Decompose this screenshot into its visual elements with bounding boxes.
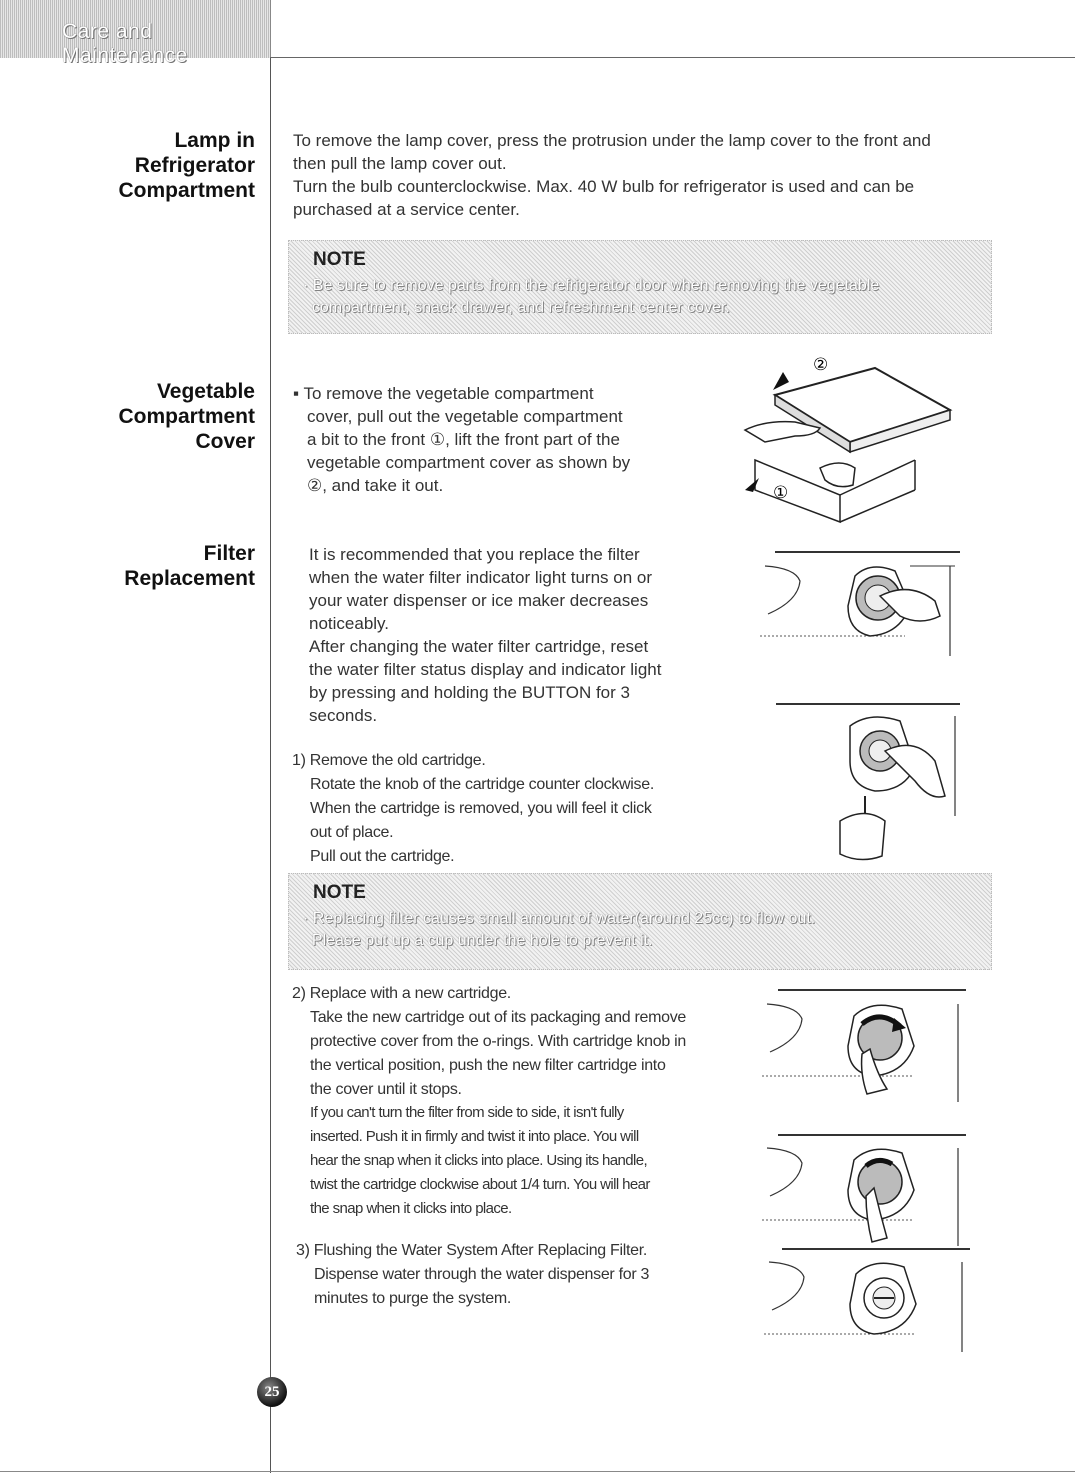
filter-step-3 <box>296 1239 746 1311</box>
vegetable-title-line: Vegetable <box>156 380 255 403</box>
filter-intro-line: It is recommended that you replace the filter <box>309 545 640 564</box>
illustration-rule <box>778 1134 966 1136</box>
filter-intro <box>309 543 739 727</box>
lamp-body <box>293 129 1013 221</box>
filter-title-line: Replacement <box>124 567 255 590</box>
filter-title-line: Filter <box>203 542 255 565</box>
vegetable-compartment-illustration <box>725 350 965 525</box>
lamp-section-title <box>118 128 255 203</box>
vegetable-body-line: a bit to the front ①, lift the front part of the <box>307 430 620 449</box>
filter-intro-line: your water dispenser or ice maker decreases <box>309 591 649 610</box>
filter-intro-line: the water filter status display and indicator light <box>309 660 662 679</box>
filter-knob-illustration-1 <box>760 556 960 666</box>
step-1-line: Pull out the cartridge. <box>310 848 455 865</box>
vegetable-body-line: vegetable compartment cover as shown by <box>307 453 631 472</box>
step-3-line: minutes to purge the system. <box>314 1290 512 1307</box>
lamp-title-line: Lamp in <box>174 129 255 152</box>
step-2-line: the vertical position, push the new filter cartridge into <box>310 1057 666 1074</box>
illustration-rule <box>778 989 966 991</box>
lamp-body-line: purchased at a service center. <box>293 200 520 219</box>
step-1-line: Rotate the knob of the cartridge counter clockwise. <box>310 776 655 793</box>
filter-knob-illustration-4 <box>764 1252 969 1357</box>
step-2-detail-line: inserted. Push it in firmly and twist it into place. You will <box>310 1128 639 1145</box>
note-box-filter <box>288 873 992 970</box>
note-line: · Replacing filter causes small amount of water(around 25cc) to flow out. <box>303 910 816 927</box>
filter-knob-illustration-2 <box>762 994 962 1106</box>
filter-intro-line: when the water filter indicator light turns on or <box>309 568 653 587</box>
bottom-rule <box>0 1471 1075 1472</box>
lamp-title-line: Refrigerator <box>134 154 255 177</box>
filter-step-2-detail <box>310 1101 750 1221</box>
vegetable-body <box>293 382 693 497</box>
header-rule <box>270 57 1075 58</box>
illustration-rule <box>782 1248 970 1250</box>
note-text <box>303 908 983 952</box>
filter-step-1 <box>292 749 732 869</box>
step-2-line: Take the new cartridge out of its packaging and remove <box>310 1009 687 1026</box>
step-2-line: 2) Replace with a new cartridge. <box>292 985 511 1002</box>
vegetable-body-line: ▪ To remove the vegetable compartment <box>293 384 594 403</box>
step-2-detail-line: If you can't turn the filter from side to side, it isn't fully <box>310 1104 624 1121</box>
filter-intro-line: by pressing and holding the BUTTON for 3 <box>309 683 630 702</box>
step-3-line: Dispense water through the water dispenser for 3 <box>314 1266 650 1283</box>
step-1-line: out of place. <box>310 824 394 841</box>
header-tab <box>0 0 271 67</box>
vegetable-title-line: Cover <box>195 430 255 453</box>
filter-intro-line: seconds. <box>309 706 378 725</box>
vegetable-title-line: Compartment <box>118 405 255 428</box>
lamp-body-line: To remove the lamp cover, press the protrusion under the lamp cover to the front and <box>293 131 931 150</box>
page-number-badge: 25 <box>257 1377 287 1407</box>
cartridge-removal-illustration <box>790 706 970 866</box>
filter-knob-illustration-3 <box>762 1138 962 1250</box>
step-1-line: 1) Remove the old cartridge. <box>292 752 486 769</box>
filter-step-2 <box>292 982 742 1102</box>
margin-divider <box>270 58 271 1473</box>
step-2-detail-line: the snap when it clicks into place. <box>310 1200 512 1217</box>
note-line: compartment, snack drawer, and refreshment center cover. <box>303 299 730 316</box>
step-3-line: 3) Flushing the Water System After Replacing Filter. <box>296 1242 648 1259</box>
filter-section-title <box>124 541 255 591</box>
note-line: Please put up a cup under the hole to prevent it. <box>303 932 653 949</box>
vegetable-body-line: ②, and take it out. <box>307 476 444 495</box>
filter-intro-line: noticeably. <box>309 614 390 633</box>
note-box-lamp <box>288 240 992 334</box>
header-title: Care and Maintenance <box>62 20 188 67</box>
filter-intro-line: After changing the water filter cartridge, reset <box>309 637 649 656</box>
step-2-line: the cover until it stops. <box>310 1081 462 1098</box>
step-2-detail-line: twist the cartridge clockwise about 1/4 turn. You will hear <box>310 1176 650 1193</box>
step-2-line: protective cover from the o-rings. With cartridge knob in <box>310 1033 686 1050</box>
note-label: NOTE <box>313 882 366 903</box>
step-1-line: When the cartridge is removed, you will feel it click <box>310 800 652 817</box>
marker-1: ① <box>773 483 789 503</box>
lamp-title-line: Compartment <box>118 179 255 202</box>
illustration-rule <box>775 551 960 553</box>
lamp-body-line: Turn the bulb counterclockwise. Max. 40 W bulb for refrigerator is used and can be <box>293 177 915 196</box>
note-label: NOTE <box>313 249 366 270</box>
marker-2: ② <box>813 355 829 375</box>
vegetable-body-line: cover, pull out the vegetable compartment <box>307 407 623 426</box>
note-text <box>303 275 983 319</box>
lamp-body-line: then pull the lamp cover out. <box>293 154 507 173</box>
vegetable-section-title <box>118 379 255 454</box>
step-2-detail-line: hear the snap when it clicks into place. Using its handle, <box>310 1152 648 1169</box>
illustration-rule <box>776 703 960 705</box>
note-line: · Be sure to remove parts from the refrigerator door when removing the vegetable <box>303 277 880 294</box>
